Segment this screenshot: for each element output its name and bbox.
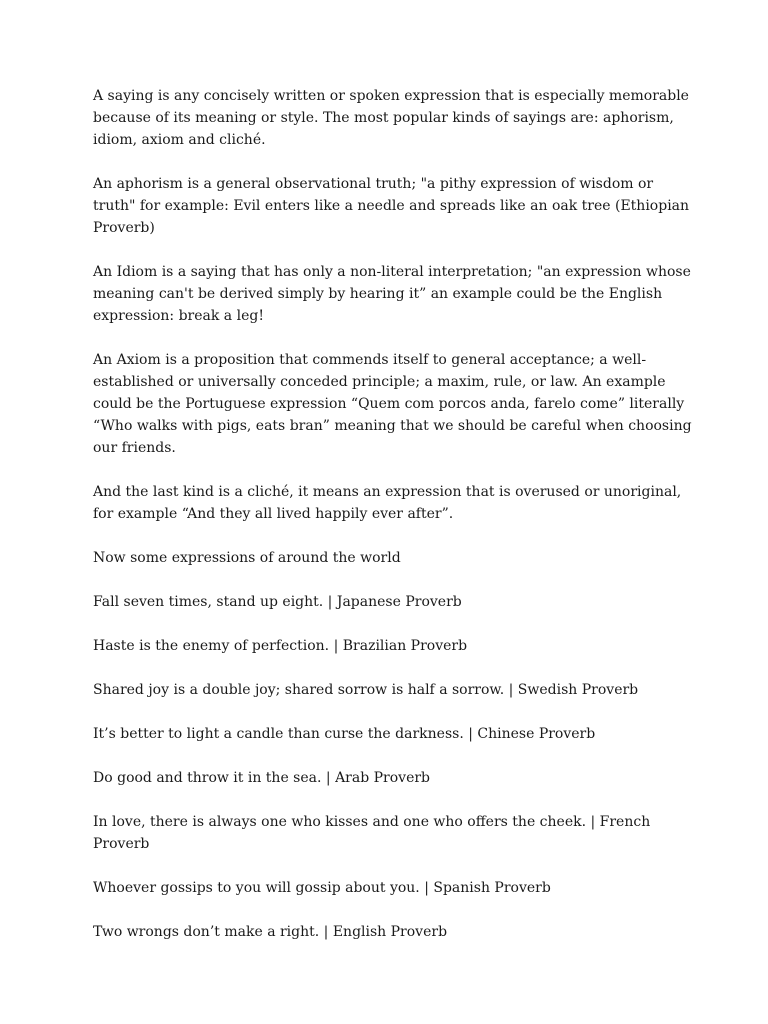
expressions-heading: Now some expressions of around the world	[93, 550, 401, 566]
proverb-arab: Do good and throw it in the sea. | Arab Proverb	[93, 770, 431, 786]
aphorism-paragraph: An aphorism is a general observational truth; "a pithy expression of wisdom or truth" for example: Evil enters like a needle and spreads like an oak tree (Ethiopian Proverb)	[93, 176, 690, 236]
intro-paragraph: A saying is any concisely written or spoken expression that is especially memorable because of its meaning or style. The most popular kinds of sayings are: aphorism, idiom, axiom and cliché.	[93, 88, 689, 148]
axiom-paragraph: An Axiom is a proposition that commends itself to general acceptance; a well-established or universally conceded principle; a maxim, rule, or law. An example could be the Portuguese expression “Quem com porcos anda, farelo come” literally “Who walks with pigs, eats bran” meaning that we should be careful when choosing our friends.	[93, 352, 692, 456]
idiom-paragraph: An Idiom is a saying that has only a non-literal interpretation; "an expression whose meaning can't be derived simply by hearing it” an example could be the English expression: break a leg!	[93, 264, 691, 324]
proverb-japanese: Fall seven times, stand up eight. | Japanese Proverb	[93, 594, 462, 610]
cliche-paragraph: And the last kind is a cliché, it means an expression that is overused or unoriginal, for example “And they all lived happily ever after”.	[93, 484, 682, 522]
proverb-french: In love, there is always one who kisses and one who offers the cheek. | French Proverb	[93, 814, 651, 852]
proverb-chinese: It’s better to light a candle than curse the darkness. | Chinese Proverb	[93, 726, 596, 742]
proverb-english: Two wrongs don’t make a right. | English Proverb	[93, 924, 448, 940]
proverb-spanish: Whoever gossips to you will gossip about you. | Spanish Proverb	[93, 880, 551, 896]
proverb-brazilian: Haste is the enemy of perfection. | Brazilian Proverb	[93, 638, 468, 654]
proverb-swedish: Shared joy is a double joy; shared sorrow is half a sorrow. | Swedish Proverb	[93, 682, 639, 698]
document-body	[93, 85, 693, 965]
